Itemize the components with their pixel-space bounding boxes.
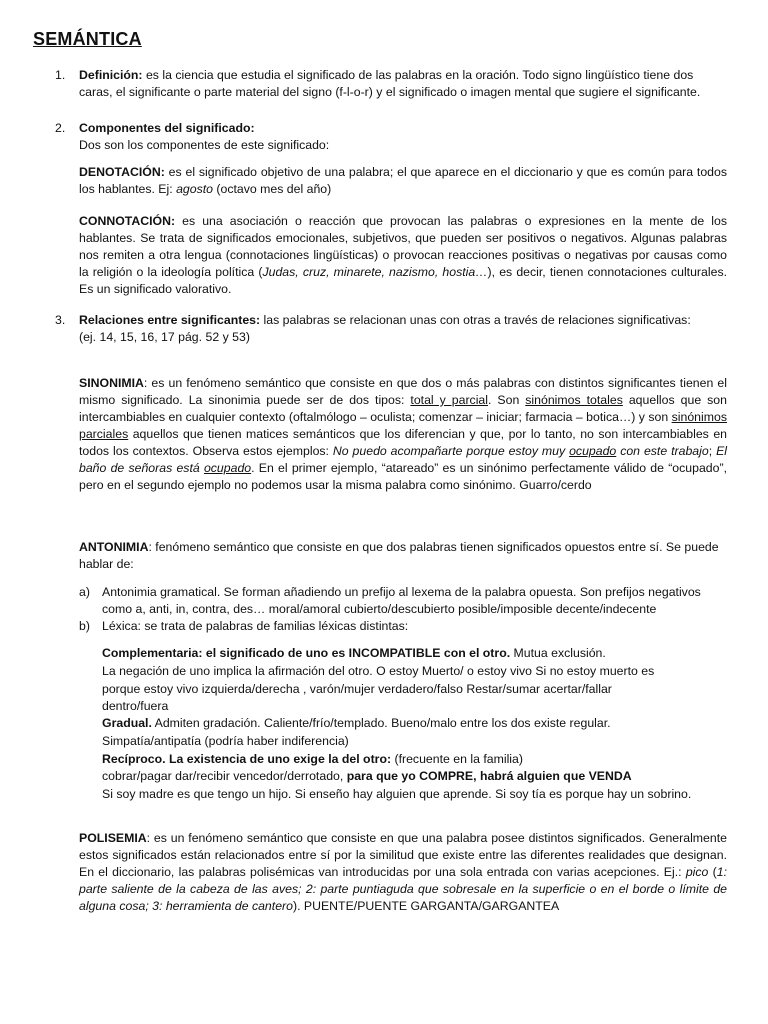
section-3-reference: (ej. 14, 15, 16, 17 pág. 52 y 53)	[79, 330, 250, 344]
reciproco-text: (frecuente en la familia)	[391, 752, 523, 766]
section-2-heading: Componentes del significado:	[79, 121, 255, 135]
section-2-intro: Dos son los componentes de este significado:	[79, 138, 330, 152]
antonimia-term: ANTONIMIA	[79, 540, 149, 554]
sinonimia-text-3: aquellos que son intercambiables en cualquier contexto (oftalmólogo – oculista; comenzar – iniciar; farmacia – botica…) y son	[79, 393, 727, 424]
denotacion-text: es el significado objetivo de una palabra; el que aparece en el diccionario y que es común para todos los hablantes. Ej:	[79, 165, 727, 196]
polisemia-term: POLISEMIA	[79, 831, 147, 845]
complementaria-line-1	[102, 645, 606, 662]
complementaria-term: Complementaria: el significado de uno es INCOMPATIBLE con el otro.	[102, 646, 511, 660]
reciproco-bold-example: para que yo COMPRE, habrá alguien que VENDA	[346, 769, 632, 783]
sinonimia-example-2: El baño de señoras está	[79, 444, 727, 475]
sinonimia-example-1b: con este trabajo	[616, 444, 709, 458]
parciales-word: parciales	[79, 427, 129, 441]
definicion-term: Definición:	[79, 68, 143, 82]
antonimia-gramatical-line-2: como a, anti, in, contra, des… moral/amoral cubierto/descubierto posible/imposible decente/indecente	[102, 602, 657, 616]
reciproco-term: Recíproco. La existencia de uno exige la del otro:	[102, 752, 392, 766]
denotacion-term: DENOTACIÓN:	[79, 165, 165, 179]
definicion-text: es la ciencia que estudia el significado de las palabras en la oración. Todo signo lingüístico tiene dos caras, el significante o parte material del signo (f-l-o-r) y el significado o imagen mental que sugiere el significante.	[79, 68, 701, 99]
gradual-line-2: Simpatía/antipatía (podría haber indiferencia)	[102, 734, 349, 748]
connotacion-term: CONNOTACIÓN:	[79, 214, 176, 228]
connotacion-examples: Judas, cruz, minarete, nazismo, hostia…	[262, 265, 488, 279]
sinonimia-text-2: . Son	[488, 393, 526, 407]
antonimia-b-label: b)	[79, 619, 90, 633]
gradual-text: Admiten gradación. Caliente/frío/templado. Bueno/malo entre los dos existe regular.	[151, 716, 611, 730]
polisemia-paragraph	[79, 830, 727, 915]
section-2-number: 2.	[55, 121, 66, 135]
polisemia-paren-open: (	[708, 865, 717, 879]
sinonimia-example-1a: No puedo acompañarte porque estoy muy	[332, 444, 570, 458]
reciproco-line-3: Si soy madre es que tengo un hijo. Si enseño hay alguien que aprende. Si soy tía es porque hay un sobrino.	[102, 787, 692, 801]
sinonimia-separator: ;	[708, 444, 717, 458]
reciproco-examples: cobrar/pagar dar/recibir vencedor/derrotado,	[102, 769, 347, 783]
sinonimos-totales: sinónimos totales	[525, 393, 623, 407]
reciproco-line-1	[102, 751, 523, 768]
sinonimos-word: sinónimos	[671, 410, 727, 424]
complementaria-line-3: porque estoy vivo izquierda/derecha , varón/mujer verdadero/falso Restar/sumar acertar/fallar	[102, 682, 612, 696]
relaciones-text: las palabras se relacionan unas con otras a través de relaciones significativas:	[260, 313, 691, 327]
polisemia-tail: ). PUENTE/PUENTE GARGANTA/GARGANTEA	[292, 899, 560, 913]
sinonimia-term: SINONIMIA	[79, 376, 144, 390]
connotacion-paragraph	[79, 213, 727, 298]
antonimia-gramatical-line-1: Antonimia gramatical. Se forman añadiendo un prefijo al lexema de la palabra opuesta. Son prefijos negativos	[102, 585, 701, 599]
reciproco-line-2	[102, 768, 632, 785]
denotacion-tail: (octavo mes del año)	[213, 182, 332, 196]
section-1-number: 1.	[55, 68, 66, 82]
sinonimia-paragraph	[79, 375, 727, 494]
denotacion-example: agosto	[176, 182, 213, 196]
sinonimia-text-1: : es un fenómeno semántico que consiste en que dos o más palabras con distintos significantes tienen el mismo significado. La sinonimia puede ser de dos tipos:	[79, 376, 727, 407]
connotacion-text: es una asociación o reacción que provocan las palabras o expresiones en la mente de los hablantes. Se trata de significados emocionales, subjetivos, que pueden ser positivos o negativos. Algunas palabras nos remiten a otra lengua (connotaciones lingüísticas) o provocan reacciones positivas o negativas por causas como la religión o la ideología política (	[79, 214, 727, 279]
complementaria-line-2: La negación de uno implica la afirmación del otro. O estoy Muerto/ o estoy vivo Si no estoy muerto es	[102, 664, 655, 678]
section-1-definicion	[79, 67, 729, 101]
page-title: SEMÁNTICA	[33, 29, 142, 49]
polisemia-text: : es un fenómeno semántico que consiste en que una palabra posee distintos significados. Generalmente estos significados están relacionados entre sí por la similitud que existe entre las diferentes realidades que designan. En el diccionario, las palabras polisémicas van introducidas por una sola entrada con varias acepciones. Ej.:	[79, 831, 727, 879]
antonimia-text: : fenómeno semántico que consiste en que dos palabras tienen significados opuestos entre sí. Se puede hablar de:	[79, 540, 719, 571]
complementaria-line-4: dentro/fuera	[102, 699, 169, 713]
complementaria-tail: Mutua exclusión.	[510, 646, 606, 660]
section-3-number: 3.	[55, 313, 66, 327]
antonimia-paragraph	[79, 539, 729, 573]
sinonimia-text-5: aquellos que tienen matices semánticos que los diferencian y que, por lo tanto, no son intercambiables en todos los contextos. Observa estos ejemplos:	[79, 427, 727, 458]
polisemia-example-definitions: 1: parte saliente de la cabeza de las aves; 2: parte puntiaguda que sobresale en la superficie o en el borde o límite de alguna cosa; 3: herramienta de cantero	[79, 865, 727, 913]
antonimia-a-label: a)	[79, 585, 90, 599]
denotacion-paragraph	[79, 164, 727, 198]
sinonimia-example-ocupado-2: ocupado	[203, 461, 252, 475]
connotacion-tail: ), es decir, tienen connotaciones culturales. Es un significado valorativo.	[79, 265, 728, 296]
gradual-line-1	[102, 715, 611, 732]
section-3-heading	[79, 312, 729, 329]
sinonimia-types: total y parcial	[410, 393, 488, 407]
sinonimia-text-7: . En el primer ejemplo, “atareado” es un sinónimo perfectamente válido de “ocupado”, pero en el segundo ejemplo no podemos usar la misma palabra como sinónimo. Guarro/cerdo	[79, 461, 727, 492]
sinonimia-example-ocupado-1: ocupado	[569, 444, 617, 458]
polisemia-example-word: pico	[685, 865, 709, 879]
relaciones-term: Relaciones entre significantes:	[79, 313, 261, 327]
antonimia-lexica: Léxica: se trata de palabras de familias léxicas distintas:	[102, 619, 409, 633]
gradual-term: Gradual.	[102, 716, 152, 730]
